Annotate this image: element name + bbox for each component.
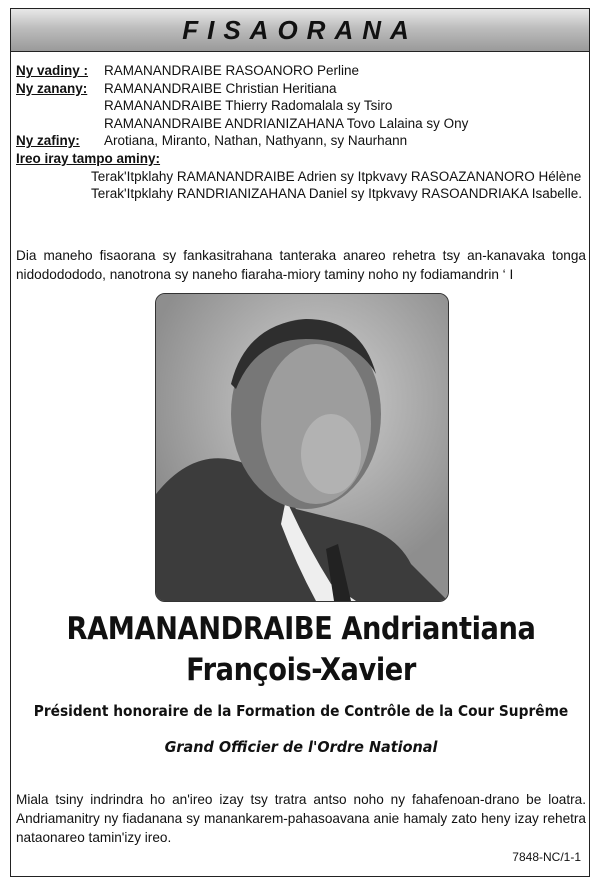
spouse-name: RAMANANDRAIBE RASOANORO Perline <box>104 63 360 78</box>
siblings-label: Ireo iray tampo aminy: <box>16 150 161 166</box>
spouse-row <box>16 62 586 80</box>
deceased-honor: Grand Officier de l'Ordre National <box>164 738 438 756</box>
spouse-label: Ny vadiny : <box>16 63 89 78</box>
sibling-entry: Terak'Itpklahy RANDRIANIZAHANA Daniel sy Itpkvavy RASOANDRIAKA Isabelle. <box>91 186 582 202</box>
thanks-paragraph: Dia maneho fisaorana sy fankasitrahana tanteraka anareo rehetra tsy an-kanavaka tonga nidododododo, nanotrona sy naneho fiaraha-miory taminy noho ny fodiamandrin ‘ I <box>16 248 586 282</box>
deceased-name-line2: François-Xavier <box>186 652 416 688</box>
grandchildren-row <box>16 132 586 150</box>
notice-frame <box>10 8 590 877</box>
portrait-image <box>156 294 448 601</box>
portrait-photo <box>155 293 449 602</box>
notice-title: FISAORANA <box>182 14 418 45</box>
notice-header <box>11 9 589 52</box>
grandchildren-names: Arotiana, Miranto, Nathan, Nathyann, sy Naurhann <box>104 133 408 149</box>
deceased-title: Président honoraire de la Formation de Contrôle de la Cour Suprême <box>33 703 569 720</box>
closing-paragraph: Miala tsiny indrindra ho an'ireo izay tsy tratra antso noho ny fahafenoan-drano be loatra. Andriamanitry ny fiadanana sy manankarem-pahasoavana anie hamaly zato heny izay rehetra nataonareo tamin'izy ireo. <box>16 792 586 845</box>
children-row <box>16 80 586 98</box>
family-list <box>16 62 586 203</box>
sibling-entry: Terak'Itpklahy RAMANANDRAIBE Adrien sy Itpkvavy RASOAZANANORO Hélène <box>91 168 582 184</box>
reference-code: 7848-NC/1-1 <box>512 850 581 864</box>
deceased-name-line1: RAMANANDRAIBE Andriantiana <box>66 611 536 647</box>
child-name: RAMANANDRAIBE Christian Heritiana <box>104 80 337 96</box>
child-name: RAMANANDRAIBE Thierry Radomalala sy Tsiro <box>104 98 393 114</box>
children-label: Ny zanany: <box>16 80 88 96</box>
child-name: RAMANANDRAIBE ANDRIANIZAHANA Tovo Lalaina sy Ony <box>104 115 469 131</box>
grandchildren-label: Ny zafiny: <box>16 133 80 149</box>
